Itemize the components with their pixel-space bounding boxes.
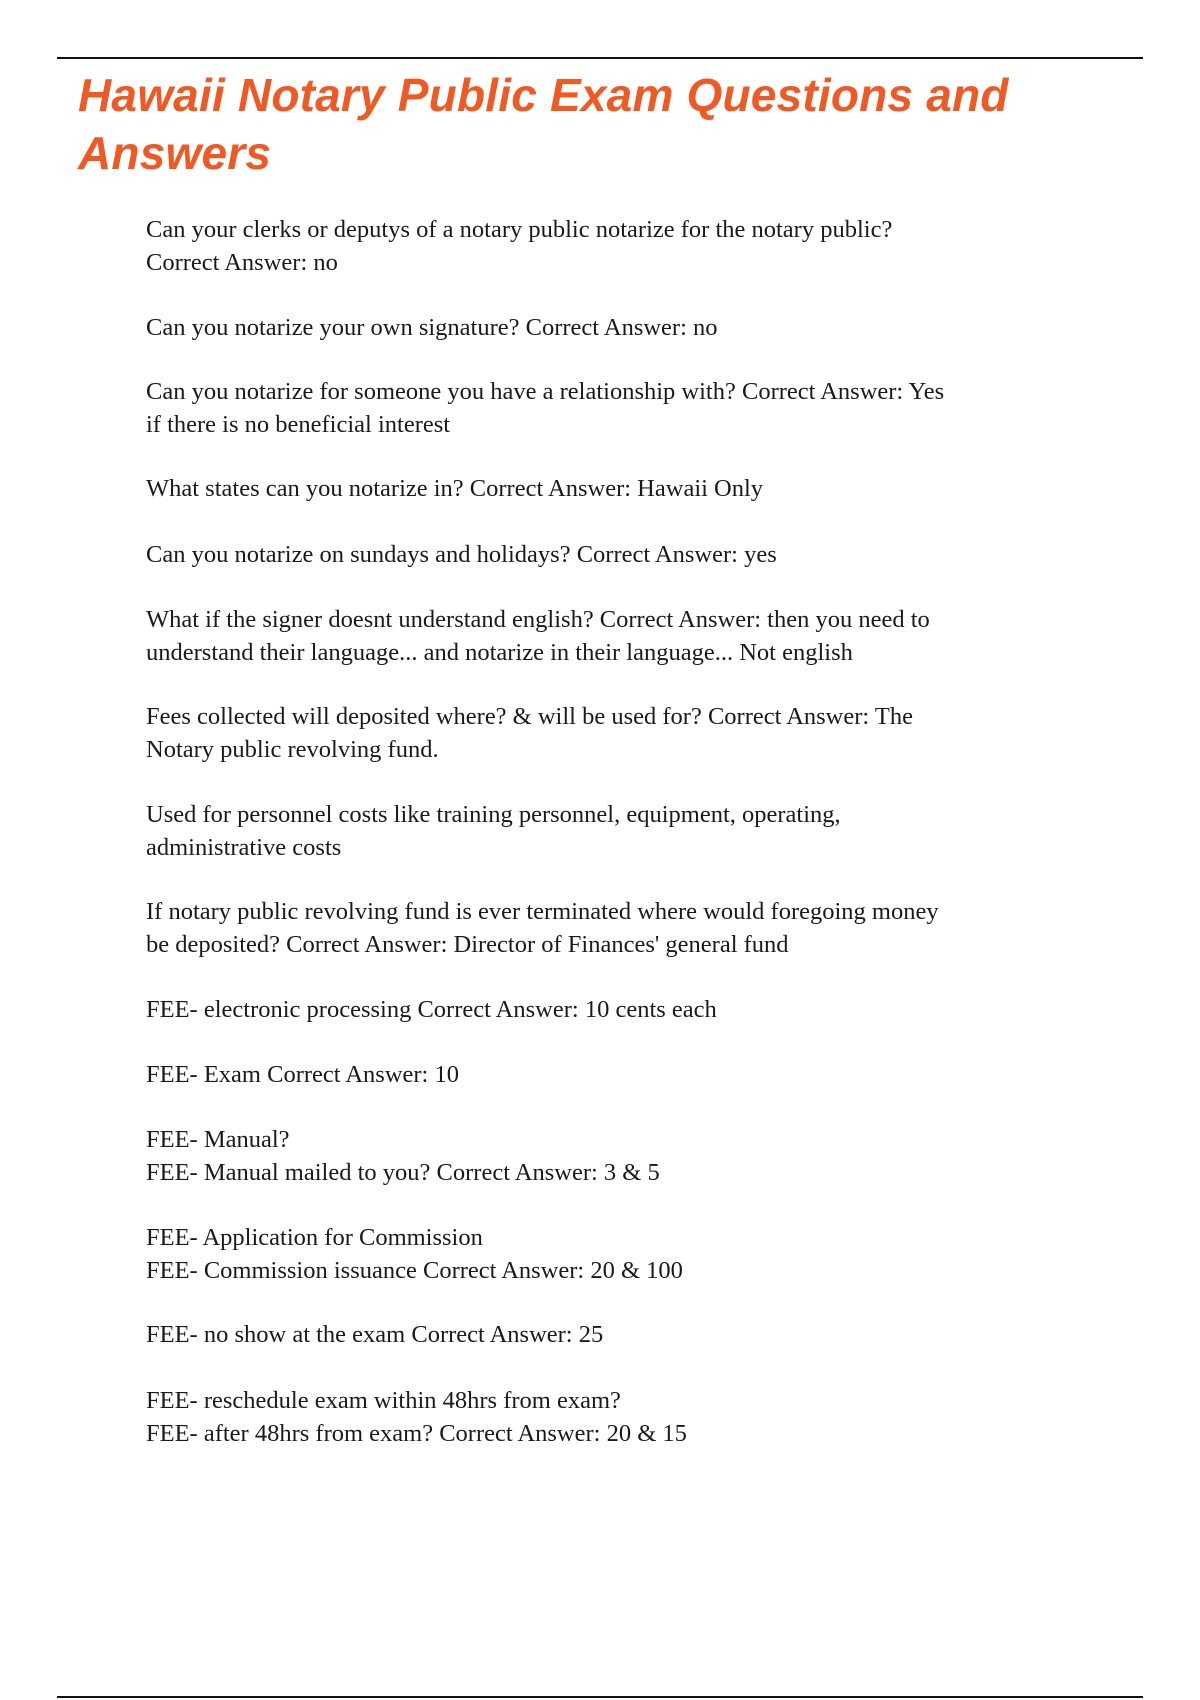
qa-item: Fees collected will deposited where? & will be used for? Correct Answer: The Notary public revolving fund. bbox=[146, 703, 913, 763]
qa-item: Can your clerks or deputys of a notary public notarize for the notary public? Correct Answer: no bbox=[146, 216, 893, 276]
qa-item: Can you notarize on sundays and holidays? Correct Answer: yes bbox=[146, 541, 777, 568]
qa-item: What if the signer doesnt understand english? Correct Answer: then you need to understand their language... and notarize in their language... Not english bbox=[146, 606, 930, 666]
qa-item: FEE- no show at the exam Correct Answer: 25 bbox=[146, 1321, 604, 1348]
qa-item: Can you notarize your own signature? Correct Answer: no bbox=[146, 314, 718, 341]
qa-item: FEE- electronic processing Correct Answer: 10 cents each bbox=[146, 996, 717, 1023]
top-rule bbox=[57, 57, 1143, 59]
qa-item: FEE- reschedule exam within 48hrs from exam? FEE- after 48hrs from exam? Correct Answer: 20 & 15 bbox=[146, 1387, 687, 1447]
qa-item: What states can you notarize in? Correct Answer: Hawaii Only bbox=[146, 475, 764, 502]
page-title: Hawaii Notary Public Exam Questions and Answers bbox=[78, 69, 1009, 179]
qa-item: If notary public revolving fund is ever terminated where would foregoing money be deposited? Correct Answer: Director of Finances' general fund bbox=[146, 898, 939, 958]
qa-item: Used for personnel costs like training personnel, equipment, operating, administrative costs bbox=[146, 801, 841, 861]
qa-item: FEE- Manual? FEE- Manual mailed to you? Correct Answer: 3 & 5 bbox=[146, 1126, 660, 1186]
qa-item: FEE- Application for Commission FEE- Commission issuance Correct Answer: 20 & 100 bbox=[146, 1224, 683, 1284]
qa-item: FEE- Exam Correct Answer: 10 bbox=[146, 1061, 459, 1088]
qa-item: Can you notarize for someone you have a relationship with? Correct Answer: Yes if there is no beneficial interest bbox=[146, 378, 945, 438]
bottom-rule bbox=[57, 1696, 1143, 1698]
